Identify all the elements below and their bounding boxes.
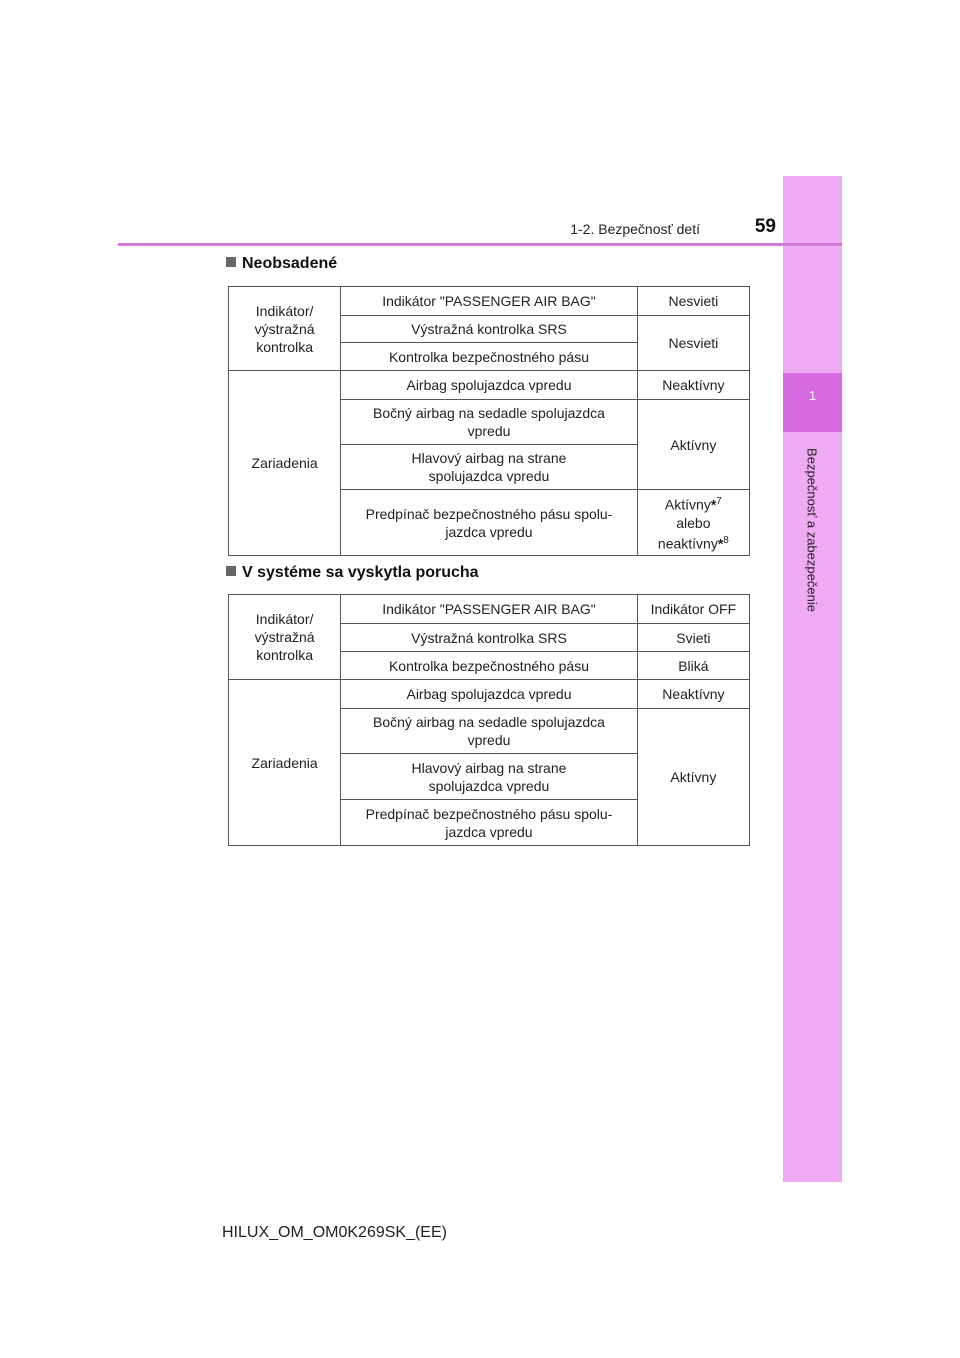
- item-cell: Airbag spolujazdca vpredu: [341, 680, 638, 709]
- item-line: Predpínač bezpečnostného pásu spolu-: [365, 805, 613, 822]
- table-row: [229, 680, 750, 709]
- footnote-ref: 8: [723, 534, 729, 546]
- section-heading-unoccupied: [226, 255, 337, 273]
- chapter-name-text: Bezpečnosť a zabezpečenie: [804, 448, 820, 612]
- label-devices: Zariadenia: [229, 680, 341, 846]
- item-cell: Indikátor "PASSENGER AIR BAG": [341, 595, 638, 624]
- item-cell: Výstražná kontrolka SRS: [341, 316, 638, 343]
- label-indicator: [229, 595, 341, 680]
- item-line: vpredu: [467, 732, 511, 748]
- state-cell: Bliká: [637, 652, 749, 680]
- status-table-malfunction: [228, 594, 750, 846]
- square-bullet-icon: [226, 257, 236, 267]
- state-cell: Neaktívny: [637, 371, 749, 400]
- item-cell: Airbag spolujazdca vpredu: [341, 371, 638, 400]
- footer-doc-code: HILUX_OM_OM0K269SK_(EE): [222, 1224, 447, 1241]
- status-table-unoccupied: [228, 286, 750, 556]
- state-cell: Nesvieti: [637, 316, 749, 371]
- label-line: výstražná: [254, 320, 315, 337]
- chapter-number: 1: [808, 388, 817, 403]
- label-line: kontrolka: [256, 338, 313, 355]
- item-line: jazdca vpredu: [445, 823, 533, 840]
- label-devices: Zariadenia: [229, 371, 341, 556]
- state-active: Aktívny: [664, 496, 711, 513]
- table-row: [229, 371, 750, 400]
- header-divider: [118, 243, 842, 246]
- state-cell: Neaktívny: [637, 680, 749, 709]
- page-number: 59: [754, 216, 776, 237]
- item-line: Hlavový airbag na strane: [411, 759, 567, 776]
- footnote-star: *: [717, 535, 724, 552]
- section-title: 1-2. Bezpečnosť detí: [570, 221, 700, 237]
- item-cell: Indikátor "PASSENGER AIR BAG": [341, 287, 638, 316]
- table-row: [229, 595, 750, 624]
- item-cell: [341, 754, 638, 800]
- item-line: vpredu: [467, 423, 511, 439]
- item-line: spolujazdca vpredu: [428, 468, 550, 484]
- state-cell: [637, 490, 749, 556]
- heading-text: Neobsadené: [242, 255, 338, 272]
- table-row: [229, 287, 750, 316]
- footnote-ref: 7: [716, 495, 722, 507]
- item-cell: Výstražná kontrolka SRS: [341, 624, 638, 652]
- side-tab: [783, 176, 842, 1182]
- section-heading-malfunction: [226, 564, 479, 582]
- square-bullet-icon: [226, 566, 236, 576]
- item-line: spolujazdca vpredu: [428, 777, 550, 794]
- state-cell: Aktívny: [637, 709, 749, 846]
- label-line: výstražná: [254, 629, 315, 645]
- state-cell: Indikátor OFF: [637, 595, 749, 624]
- label-indicator: [229, 287, 341, 371]
- heading-text: V systéme sa vyskytla porucha: [242, 564, 479, 581]
- state-inactive: neaktívny: [657, 535, 718, 552]
- label-line: Indikátor/: [255, 302, 314, 319]
- label-line: kontrolka: [256, 647, 313, 663]
- state-cell: Aktívny: [637, 400, 749, 490]
- item-cell: [341, 445, 638, 490]
- item-line: Hlavový airbag na strane: [411, 450, 567, 466]
- item-line: jazdca vpredu: [445, 523, 533, 540]
- label-line: Indikátor/: [255, 611, 314, 627]
- footnote-star: *: [710, 496, 717, 513]
- item-cell: Kontrolka bezpečnostného pásu: [341, 652, 638, 680]
- item-cell: [341, 800, 638, 846]
- item-line: Bočný airbag na sedadle spolujazdca: [373, 405, 605, 421]
- item-cell: [341, 709, 638, 754]
- state-or: alebo: [676, 514, 711, 531]
- item-line: Predpínač bezpečnostného pásu spolu-: [365, 505, 613, 522]
- item-cell: [341, 400, 638, 445]
- item-cell: Kontrolka bezpečnostného pásu: [341, 343, 638, 371]
- item-cell: [341, 490, 638, 556]
- state-cell: Nesvieti: [637, 287, 749, 316]
- state-cell: Svieti: [637, 624, 749, 652]
- item-line: Bočný airbag na sedadle spolujazdca: [373, 714, 605, 730]
